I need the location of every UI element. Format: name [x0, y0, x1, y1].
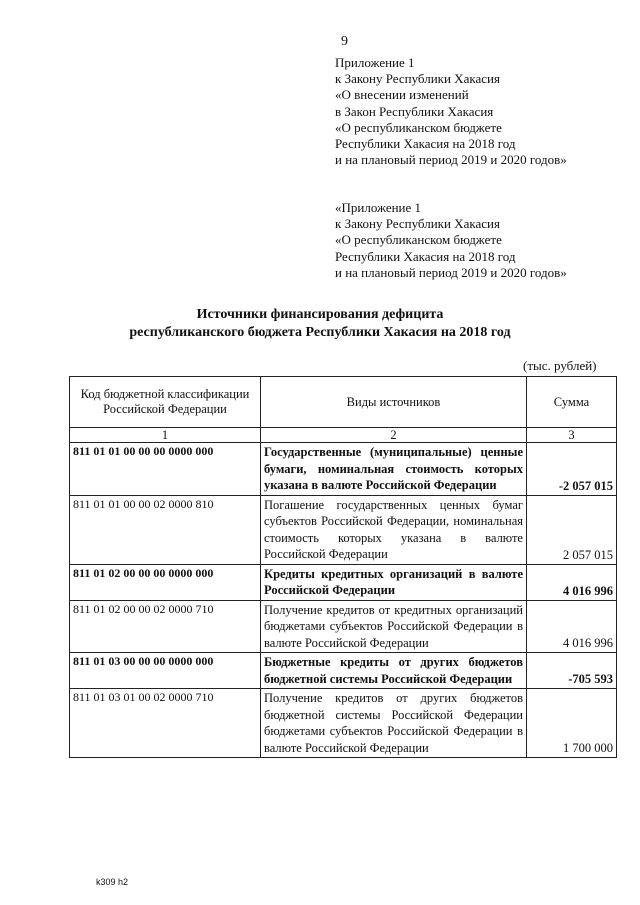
row-description: Бюджетные кредиты от других бюджетов бюджетной системы Российской Федерации [261, 653, 527, 689]
appendix-line: Республики Хакасия на 2018 год [335, 248, 516, 264]
row-code: 811 01 03 01 00 02 0000 710 [70, 689, 261, 758]
appendix-line: «О внесении изменений [335, 87, 469, 103]
appendix-line: и на плановый период 2019 и 2020 годов» [335, 152, 567, 168]
row-amount: -2 057 015 [527, 443, 617, 496]
appendix-line: к Закону Республики Хакасия [335, 216, 500, 232]
row-code: 811 01 02 00 00 00 0000 000 [70, 564, 261, 600]
table-row [70, 443, 617, 496]
row-description: Получение кредитов от кредитных организаций бюджетами субъектов Российской Федерации в валюте Российской Федерации [261, 600, 527, 653]
column-number: 1 [70, 428, 261, 443]
appendix-line: «О республиканском бюджете [335, 232, 502, 248]
header-code: Код бюджетной классификации Российской Федерации [70, 377, 261, 428]
appendix-line: к Закону Республики Хакасия [335, 71, 500, 87]
appendix-line: Республики Хакасия на 2018 год [335, 136, 516, 152]
row-description: Получение кредитов от других бюджетов бюджетной системы Российской Федерации бюджетами субъектов Российской Федерации в валюте Российской Федерации [261, 689, 527, 758]
column-number: 2 [261, 428, 527, 443]
financing-sources-table [69, 376, 617, 758]
row-code: 811 01 01 00 00 00 0000 000 [70, 443, 261, 496]
table-row [70, 653, 617, 689]
document-title [70, 306, 570, 342]
appendix-line: и на плановый период 2019 и 2020 годов» [335, 264, 567, 280]
appendix-header-amending [335, 55, 567, 168]
row-description: Погашение государственных ценных бумаг субъектов Российской Федерации, номинальная стоимость которых указана в валюте Российской Федерации [261, 495, 527, 564]
page-number: 9 [341, 34, 348, 49]
title-line-1: Источники финансирования дефицита [196, 307, 444, 322]
appendix-header-original [335, 200, 567, 281]
table-row [70, 564, 617, 600]
row-code: 811 01 03 00 00 00 0000 000 [70, 653, 261, 689]
table-row [70, 689, 617, 758]
title-line-2: республиканского бюджета Республики Хакасия на 2018 год [129, 325, 511, 340]
units-label: (тыс. рублей) [523, 358, 597, 373]
table-row [70, 600, 617, 653]
header-source-types: Виды источников [261, 377, 527, 428]
appendix-line: «Приложение 1 [335, 200, 422, 215]
row-amount: 1 700 000 [527, 689, 617, 758]
row-amount: 2 057 015 [527, 495, 617, 564]
row-amount: -705 593 [527, 653, 617, 689]
footer-code: k309 h2 [96, 877, 129, 887]
table-row [70, 495, 617, 564]
row-amount: 4 016 996 [527, 564, 617, 600]
appendix-line: в Закон Республики Хакасия [335, 103, 494, 119]
row-amount: 4 016 996 [527, 600, 617, 653]
row-code: 811 01 01 00 00 02 0000 810 [70, 495, 261, 564]
column-number-row [70, 428, 617, 443]
row-code: 811 01 02 00 00 02 0000 710 [70, 600, 261, 653]
header-amount: Сумма [527, 377, 617, 428]
column-number: 3 [527, 428, 617, 443]
appendix-line: Приложение 1 [335, 55, 415, 70]
table-header-row [70, 377, 617, 428]
row-description: Кредиты кредитных организаций в валюте Российской Федерации [261, 564, 527, 600]
row-description: Государственные (муниципальные) ценные бумаги, номинальная стоимость которых указана в валюте Российской Федерации [261, 443, 527, 496]
appendix-line: «О республиканском бюджете [335, 119, 502, 135]
